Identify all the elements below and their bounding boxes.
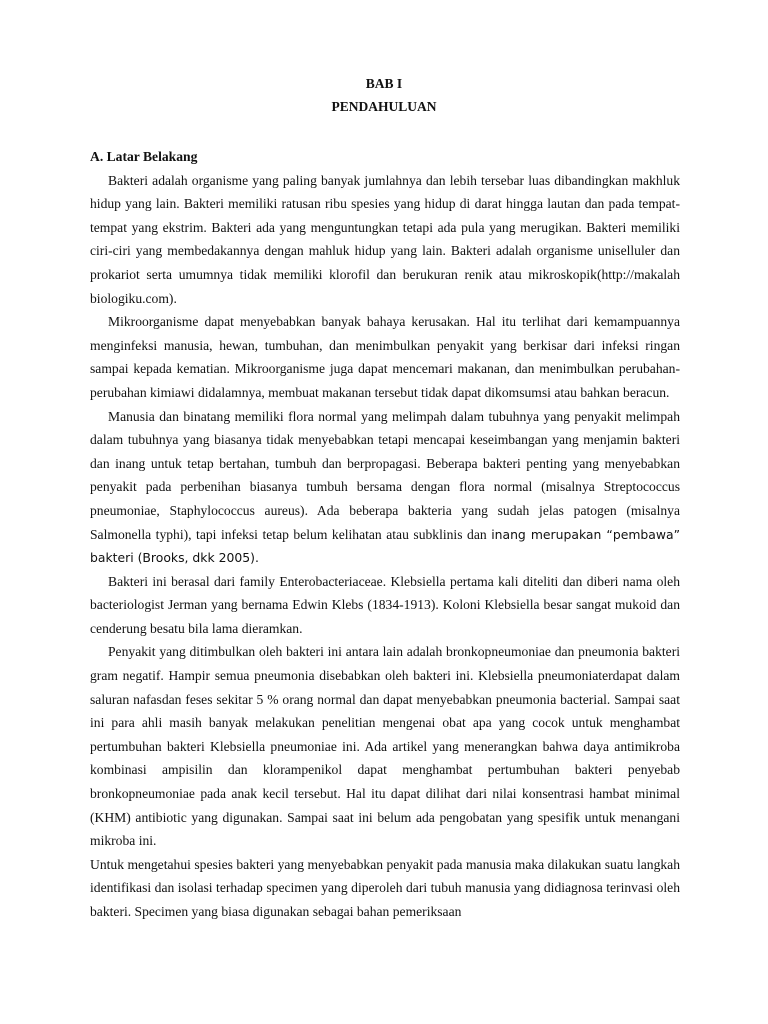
paragraph-1: Bakteri adalah organisme yang paling banyak jumlahnya dan lebih tersebar luas dibandingkan makhluk hidup yang lain. Bakteri memiliki ratusan ribu spesies yang hidup di darat hingga lautan dan pada tempat-tempat yang ekstrim. Bakteri ada yang menguntungkan tetapi ada pula yang merugikan. Bakteri memiliki ciri-ciri yang membedakannya dengan mahluk hidup yang lain. Bakteri adalah organisme uniselluler dan prokariot serta umumnya tidak memiliki klorofil dan berukuran renik atau mikroskopik(http://makalah biologiku.com). — [90, 172, 680, 306]
paragraph-3 — [90, 405, 680, 570]
paragraph-3-citation: inang merupakan “pembawa” bakteri (Brooks, dkk 2005). — [90, 526, 680, 566]
paragraph-2: Mikroorganisme dapat menyebabkan banyak bahaya kerusakan. Hal itu terlihat dari kemampuannya menginfeksi manusia, hewan, tumbuhan, dan menimbulkan penyakit yang berkisar dari infeksi ringan sampai kepada kematian. Mikroorganisme juga dapat mencemari makanan, dan menimbulkan perubahan-perubahan kimiawi didalamnya, membuat makanan tersebut tidak dapat dikomsumsi atau bahkan beracun. — [90, 314, 680, 400]
paragraph-5: Penyakit yang ditimbulkan oleh bakteri ini antara lain adalah bronkopneumoniae dan pneumonia bakteri gram negatif. Hampir semua pneumonia disebabkan oleh bakteri ini. Klebsiella pneumoniaterdapat dalam saluran nafasdan feses sekitar 5 % orang normal dan dapat menyebabkan pneumonia bacterial. Sampai saat ini para ahli masih banyak melakukan penelitian mengenai obat apa yang cocok untuk menghambat pertumbuhan bakteri Klebsiella pneumoniae ini. Ada artikel yang menerangkan bahwa daya antimikroba kombinasi ampisilin dan klorampenikol dapat menghambat pertumbuhan bakteri penyebab bronkopneumoniae pada anak kecil tersebut. Hal itu dapat dilihat dari nilai konsentrasi hambat minimal (KHM) antibiotic yang digunakan. Sampai saat ini belum ada pengobatan yang spesifik untuk menangani mikroba ini. — [90, 644, 680, 849]
chapter-title: PENDAHULUAN — [331, 99, 437, 114]
paragraph-6: Untuk mengetahui spesies bakteri yang menyebabkan penyakit pada manusia maka dilakukan suatu langkah identifikasi dan isolasi terhadap specimen yang diperoleh dari tubuh manusia yang didiagnosa terinvasi oleh bakteri. Specimen yang biasa digunakan sebagai bahan pemeriksaan — [90, 856, 680, 919]
paragraph-4: Bakteri ini berasal dari family Enterobacteriaceae. Klebsiella pertama kali diteliti dan diberi nama oleh bacteriologist Jerman yang bernama Edwin Klebs (1834-1913). Koloni Klebsiella besar sangat mukoid dan cenderung besatu bila lama dieramkan. — [90, 573, 680, 636]
section-heading: A. Latar Belakang — [90, 149, 198, 164]
paragraph-3-text: Manusia dan binatang memiliki flora normal yang melimpah dalam tubuhnya yang penyakit melimpah dalam tubuhnya yang biasanya tidak menyebabkan tetapi mencapai keseimbangan yang menjamin bakteri dan inang untuk tetap bertahan, tumbuh dan berpropagasi. Beberapa bakteri penting yang menyebabkan penyakit pada perbenihan biasanya tumbuh bersama dengan flora normal (misalnya Streptococcus pneumoniae, Staphylococcus aureus). Ada beberapa bakteria yang sudah jelas patogen (misalnya Salmonella typhi), tapi infeksi tetap belum kelihatan atau subklinis dan — [90, 408, 680, 542]
document-body — [90, 145, 680, 924]
chapter-number: BAB I — [365, 76, 403, 91]
